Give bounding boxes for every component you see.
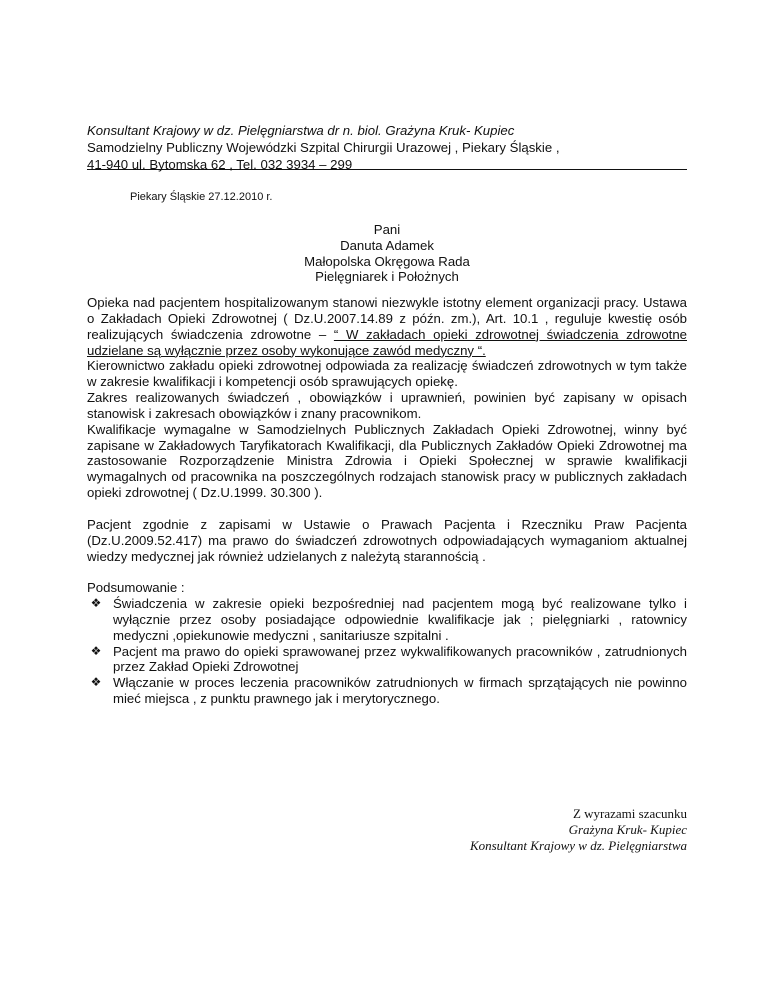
- letterhead-divider: [87, 169, 687, 170]
- addressee-organization: Małopolska Okręgowa Rada: [304, 253, 470, 269]
- paragraph-1-text: Opieka nad pacjentem hospitalizowanym stanowi niezwykle istotny element organizacji pracy. Ustawa o Zakładach Opieki Zdrowotnej ( Dz.U.2007.14.89 z późn. zm.), Art. 10.1 , reguluje kwestię osób realizujących świadczenia zdrowotne –: [87, 295, 687, 342]
- letterhead: [87, 122, 687, 173]
- paragraph-gap: [87, 501, 687, 517]
- summary-item-text: Pacjent ma prawo do opieki sprawowanej przez wykwalifikowanych pracowników , zatrudnionych przez Zakład Opieki Zdrowotnej: [113, 643, 687, 675]
- summary-item: [87, 675, 687, 707]
- summary-item: [87, 644, 687, 676]
- paragraph-1: [87, 295, 687, 358]
- addressee-block: [87, 222, 687, 285]
- letter-date: Piekary Śląskie 27.12.2010 r.: [130, 191, 273, 203]
- summary-item-text: Włączanie w proces leczenia pracowników zatrudnionych w firmach sprzątających nie powinno mieć miejsca , z punktu prawnego jak i merytorycznego.: [113, 675, 687, 707]
- letterhead-address: 41-940 ul. Bytomska 62 , Tel. 032 3934 – 299: [87, 157, 353, 172]
- paragraph-4: Kwalifikacje wymagalne w Samodzielnych Publicznych Zakładach Opieki Zdrowotnej, winny być zapisane w Zakładowych Taryfikatorach Kwalifikacji, dla Publicznych Zakładów Opieki Zdrowotnej ma zastosowanie Rozporządzenie Ministra Zdrowia i Opieki Społecznej w sprawie kwalifikacji wymagalnych od pracownika na poszczególnych rodzajach stanowisk pracy w publicznych zakładach opieki zdrowotnej ( Dz.U.1999. 30.300 ).: [87, 421, 687, 501]
- letterhead-title: Konsultant Krajowy w dz. Pielęgniarstwa dr n. biol. Grażyna Kruk- Kupiec: [87, 123, 515, 138]
- paragraph-3: Zakres realizowanych świadczeń , obowiązków i uprawnień, powinien być zapisany w opisach stanowisk i zakresach obowiązków i znany pracownikom.: [87, 390, 687, 421]
- signature-name: Grażyna Kruk- Kupiec: [568, 822, 687, 837]
- closing-block: [420, 806, 687, 854]
- addressee-organization-cont: Pielęgniarek i Położnych: [315, 269, 459, 285]
- paragraph-2: Kierownictwo zakładu opieki zdrowotnej odpowiada za realizację świadczeń zdrowotnych w tym także w zakresie kwalifikacji i kompetencji osób sprawujących opiekę.: [87, 358, 687, 390]
- letter-body: [87, 295, 687, 707]
- letterhead-institution: Samodzielny Publiczny Wojewódzki Szpital Chirurgii Urazowej , Piekary Śląskie ,: [87, 140, 560, 155]
- summary-item: [87, 596, 687, 644]
- diamond-bullet-icon: ❖: [90, 596, 102, 611]
- summary-list: [87, 596, 687, 707]
- paragraph-gap: [87, 564, 687, 580]
- legal-quote: “ W zakładach opieki zdrowotnej świadczenia zdrowotne udzielane są wyłącznie przez osoby wykonujące zawód medyczny “.: [87, 326, 687, 358]
- signature-title: Konsultant Krajowy w dz. Pielęgniarstwa: [469, 838, 687, 853]
- summary-item-text: Świadczenia w zakresie opieki bezpośredniej nad pacjentem mogą być realizowane tylko i wyłącznie przez osoby posiadające odpowiednie kwalifikacje jak ; pielęgniarki , ratownicy medyczni ,opiekunowie medyczni , sanitariusze szpitalni .: [113, 596, 687, 643]
- addressee-salutation: Pani: [373, 222, 401, 237]
- closing-salutation: Z wyrazami szacunku: [572, 806, 687, 821]
- diamond-bullet-icon: ❖: [90, 643, 102, 658]
- paragraph-5: Pacjent zgodnie z zapisami w Ustawie o Prawach Pacjenta i Rzeczniku Praw Pacjenta (Dz.U.2009.52.417) ma prawo do świadczeń zdrowotnych odpowiadających wymaganiom aktualnej wiedzy medycznej jak również udzielanych z należytą starannością .: [87, 516, 687, 564]
- summary-heading: Podsumowanie :: [87, 580, 185, 596]
- diamond-bullet-icon: ❖: [90, 675, 102, 690]
- addressee-name: Danuta Adamek: [340, 237, 434, 253]
